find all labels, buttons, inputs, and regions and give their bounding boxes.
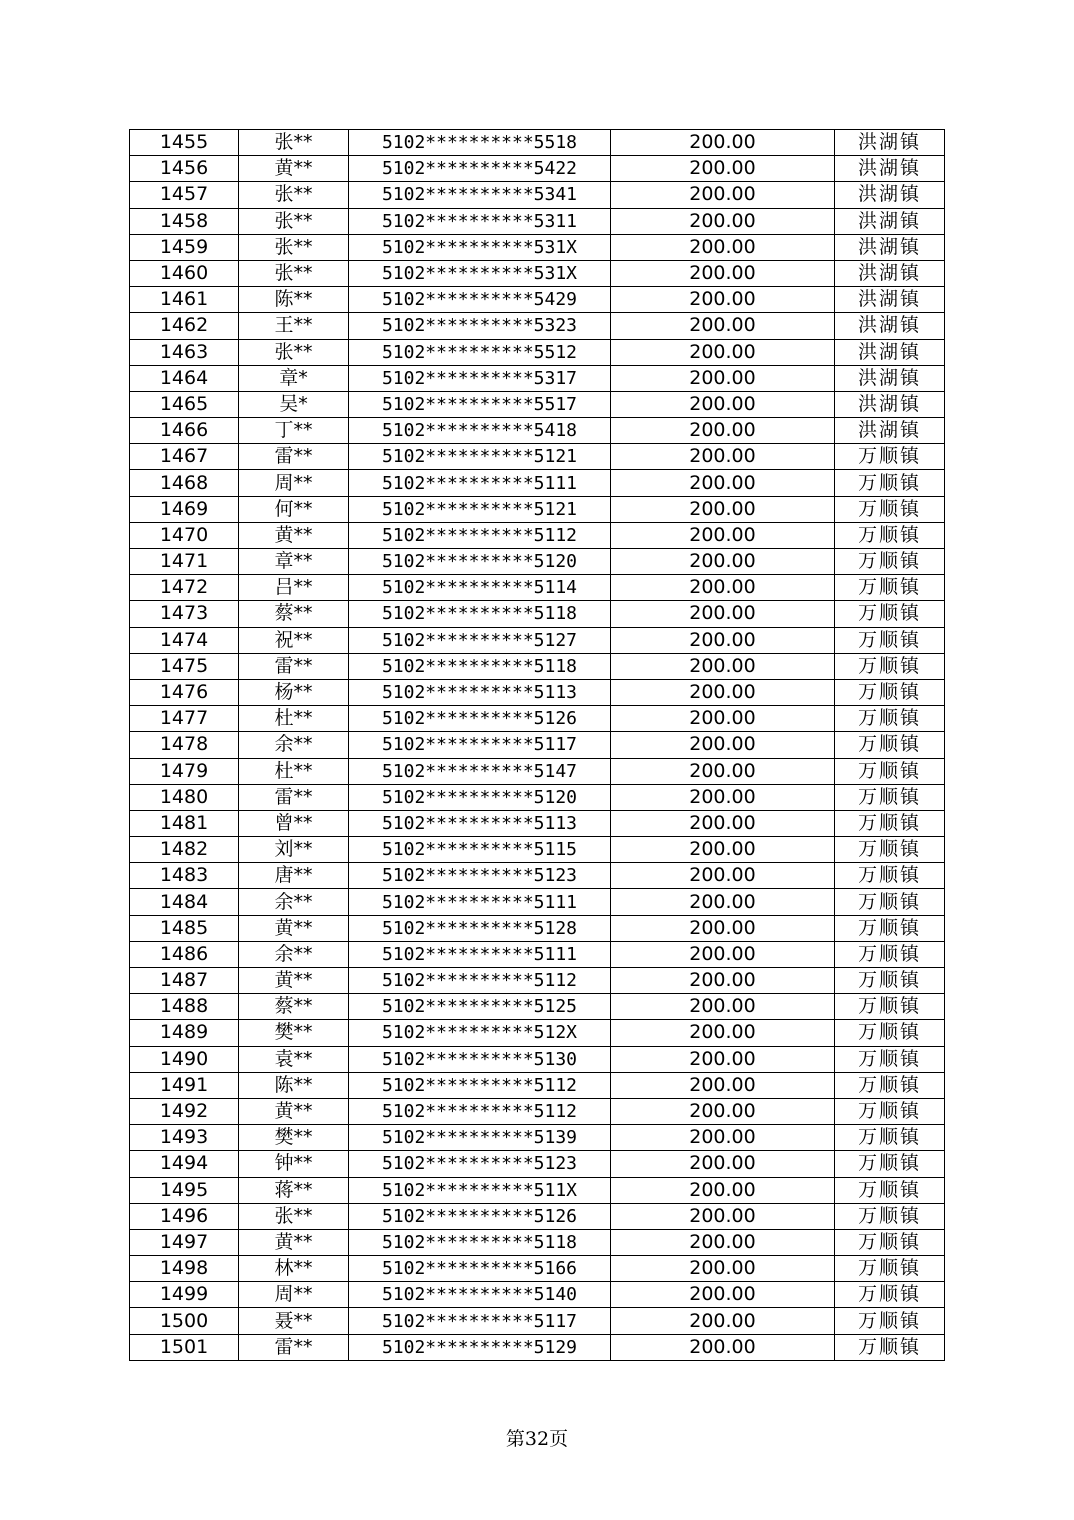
table-row bbox=[130, 1072, 945, 1098]
row-number-cell: 1485 bbox=[130, 915, 239, 941]
amount-cell: 200.00 bbox=[611, 260, 835, 286]
amount-cell: 200.00 bbox=[611, 837, 835, 863]
id-number-cell: 5102**********5140 bbox=[349, 1282, 611, 1308]
name-cell: 林** bbox=[239, 1256, 349, 1282]
row-number-cell: 1501 bbox=[130, 1334, 239, 1360]
row-number-cell: 1500 bbox=[130, 1308, 239, 1334]
name-cell: 张** bbox=[239, 260, 349, 286]
town-cell: 万顺镇 bbox=[835, 522, 945, 548]
table-row bbox=[130, 1334, 945, 1360]
name-cell: 周** bbox=[239, 1282, 349, 1308]
row-number-cell: 1482 bbox=[130, 837, 239, 863]
amount-cell: 200.00 bbox=[611, 601, 835, 627]
id-number-cell: 5102**********5117 bbox=[349, 732, 611, 758]
id-number-cell: 5102**********5512 bbox=[349, 339, 611, 365]
row-number-cell: 1492 bbox=[130, 1098, 239, 1124]
amount-cell: 200.00 bbox=[611, 208, 835, 234]
town-cell: 万顺镇 bbox=[835, 601, 945, 627]
id-number-cell: 5102**********5422 bbox=[349, 156, 611, 182]
name-cell: 樊** bbox=[239, 1125, 349, 1151]
amount-cell: 200.00 bbox=[611, 1125, 835, 1151]
name-cell: 陈** bbox=[239, 1072, 349, 1098]
row-number-cell: 1473 bbox=[130, 601, 239, 627]
town-cell: 万顺镇 bbox=[835, 1125, 945, 1151]
town-cell: 洪湖镇 bbox=[835, 208, 945, 234]
name-cell: 黄** bbox=[239, 915, 349, 941]
row-number-cell: 1479 bbox=[130, 758, 239, 784]
table-row bbox=[130, 601, 945, 627]
town-cell: 万顺镇 bbox=[835, 1229, 945, 1255]
town-cell: 万顺镇 bbox=[835, 627, 945, 653]
amount-cell: 200.00 bbox=[611, 863, 835, 889]
row-number-cell: 1481 bbox=[130, 810, 239, 836]
amount-cell: 200.00 bbox=[611, 1308, 835, 1334]
row-number-cell: 1478 bbox=[130, 732, 239, 758]
table-row bbox=[130, 339, 945, 365]
town-cell: 洪湖镇 bbox=[835, 156, 945, 182]
amount-cell: 200.00 bbox=[611, 234, 835, 260]
id-number-cell: 5102**********5323 bbox=[349, 313, 611, 339]
amount-cell: 200.00 bbox=[611, 470, 835, 496]
row-number-cell: 1469 bbox=[130, 496, 239, 522]
name-cell: 袁** bbox=[239, 1046, 349, 1072]
amount-cell: 200.00 bbox=[611, 156, 835, 182]
town-cell: 洪湖镇 bbox=[835, 418, 945, 444]
row-number-cell: 1474 bbox=[130, 627, 239, 653]
town-cell: 万顺镇 bbox=[835, 1046, 945, 1072]
id-number-cell: 5102**********5118 bbox=[349, 601, 611, 627]
amount-cell: 200.00 bbox=[611, 784, 835, 810]
town-cell: 万顺镇 bbox=[835, 1098, 945, 1124]
row-number-cell: 1466 bbox=[130, 418, 239, 444]
table-row bbox=[130, 941, 945, 967]
amount-cell: 200.00 bbox=[611, 810, 835, 836]
row-number-cell: 1496 bbox=[130, 1203, 239, 1229]
amount-cell: 200.00 bbox=[611, 1256, 835, 1282]
row-number-cell: 1460 bbox=[130, 260, 239, 286]
id-number-cell: 5102**********5112 bbox=[349, 1098, 611, 1124]
subsidy-roster-table bbox=[129, 129, 945, 1361]
amount-cell: 200.00 bbox=[611, 679, 835, 705]
amount-cell: 200.00 bbox=[611, 1203, 835, 1229]
id-number-cell: 5102**********5111 bbox=[349, 889, 611, 915]
amount-cell: 200.00 bbox=[611, 496, 835, 522]
town-cell: 洪湖镇 bbox=[835, 365, 945, 391]
amount-cell: 200.00 bbox=[611, 706, 835, 732]
row-number-cell: 1497 bbox=[130, 1229, 239, 1255]
id-number-cell: 5102**********5147 bbox=[349, 758, 611, 784]
table-row bbox=[130, 706, 945, 732]
town-cell: 万顺镇 bbox=[835, 549, 945, 575]
row-number-cell: 1462 bbox=[130, 313, 239, 339]
name-cell: 唐** bbox=[239, 863, 349, 889]
amount-cell: 200.00 bbox=[611, 627, 835, 653]
id-number-cell: 5102**********5139 bbox=[349, 1125, 611, 1151]
id-number-cell: 5102**********531X bbox=[349, 260, 611, 286]
row-number-cell: 1484 bbox=[130, 889, 239, 915]
table-row bbox=[130, 627, 945, 653]
row-number-cell: 1464 bbox=[130, 365, 239, 391]
row-number-cell: 1486 bbox=[130, 941, 239, 967]
table-row bbox=[130, 1098, 945, 1124]
id-number-cell: 5102**********5118 bbox=[349, 1229, 611, 1255]
name-cell: 蔡** bbox=[239, 994, 349, 1020]
id-number-cell: 5102**********5130 bbox=[349, 1046, 611, 1072]
row-number-cell: 1490 bbox=[130, 1046, 239, 1072]
amount-cell: 200.00 bbox=[611, 130, 835, 156]
id-number-cell: 5102**********5429 bbox=[349, 287, 611, 313]
id-number-cell: 5102**********5311 bbox=[349, 208, 611, 234]
row-number-cell: 1470 bbox=[130, 522, 239, 548]
row-number-cell: 1459 bbox=[130, 234, 239, 260]
id-number-cell: 5102**********5111 bbox=[349, 941, 611, 967]
amount-cell: 200.00 bbox=[611, 339, 835, 365]
id-number-cell: 5102**********5114 bbox=[349, 575, 611, 601]
id-number-cell: 5102**********5128 bbox=[349, 915, 611, 941]
row-number-cell: 1477 bbox=[130, 706, 239, 732]
name-cell: 章* bbox=[239, 365, 349, 391]
table-row bbox=[130, 732, 945, 758]
table-row bbox=[130, 1308, 945, 1334]
name-cell: 吕** bbox=[239, 575, 349, 601]
town-cell: 万顺镇 bbox=[835, 575, 945, 601]
id-number-cell: 5102**********5120 bbox=[349, 549, 611, 575]
id-number-cell: 5102**********5123 bbox=[349, 1151, 611, 1177]
name-cell: 樊** bbox=[239, 1020, 349, 1046]
table-row bbox=[130, 758, 945, 784]
table-row bbox=[130, 365, 945, 391]
name-cell: 钟** bbox=[239, 1151, 349, 1177]
id-number-cell: 5102**********5341 bbox=[349, 182, 611, 208]
row-number-cell: 1487 bbox=[130, 968, 239, 994]
id-number-cell: 5102**********5517 bbox=[349, 391, 611, 417]
town-cell: 洪湖镇 bbox=[835, 260, 945, 286]
table-row bbox=[130, 418, 945, 444]
table-row bbox=[130, 549, 945, 575]
id-number-cell: 5102**********5418 bbox=[349, 418, 611, 444]
town-cell: 万顺镇 bbox=[835, 863, 945, 889]
name-cell: 曾** bbox=[239, 810, 349, 836]
row-number-cell: 1455 bbox=[130, 130, 239, 156]
town-cell: 洪湖镇 bbox=[835, 182, 945, 208]
page-number: 第32页 bbox=[505, 1428, 569, 1450]
name-cell: 陈** bbox=[239, 287, 349, 313]
amount-cell: 200.00 bbox=[611, 575, 835, 601]
row-number-cell: 1494 bbox=[130, 1151, 239, 1177]
row-number-cell: 1475 bbox=[130, 653, 239, 679]
table-row bbox=[130, 915, 945, 941]
row-number-cell: 1498 bbox=[130, 1256, 239, 1282]
town-cell: 万顺镇 bbox=[835, 444, 945, 470]
row-number-cell: 1472 bbox=[130, 575, 239, 601]
name-cell: 杜** bbox=[239, 706, 349, 732]
id-number-cell: 5102**********5126 bbox=[349, 706, 611, 732]
town-cell: 万顺镇 bbox=[835, 1151, 945, 1177]
row-number-cell: 1457 bbox=[130, 182, 239, 208]
id-number-cell: 5102**********5120 bbox=[349, 784, 611, 810]
id-number-cell: 5102**********5125 bbox=[349, 994, 611, 1020]
amount-cell: 200.00 bbox=[611, 732, 835, 758]
roster-body bbox=[130, 130, 945, 1361]
town-cell: 万顺镇 bbox=[835, 496, 945, 522]
table-row bbox=[130, 130, 945, 156]
town-cell: 洪湖镇 bbox=[835, 391, 945, 417]
row-number-cell: 1493 bbox=[130, 1125, 239, 1151]
town-cell: 万顺镇 bbox=[835, 810, 945, 836]
table-row bbox=[130, 522, 945, 548]
name-cell: 何** bbox=[239, 496, 349, 522]
name-cell: 黄** bbox=[239, 1229, 349, 1255]
row-number-cell: 1461 bbox=[130, 287, 239, 313]
name-cell: 周** bbox=[239, 470, 349, 496]
amount-cell: 200.00 bbox=[611, 313, 835, 339]
town-cell: 万顺镇 bbox=[835, 732, 945, 758]
row-number-cell: 1465 bbox=[130, 391, 239, 417]
town-cell: 万顺镇 bbox=[835, 941, 945, 967]
amount-cell: 200.00 bbox=[611, 418, 835, 444]
name-cell: 余** bbox=[239, 732, 349, 758]
id-number-cell: 5102**********5317 bbox=[349, 365, 611, 391]
name-cell: 蒋** bbox=[239, 1177, 349, 1203]
row-number-cell: 1491 bbox=[130, 1072, 239, 1098]
amount-cell: 200.00 bbox=[611, 1020, 835, 1046]
id-number-cell: 5102**********5112 bbox=[349, 522, 611, 548]
amount-cell: 200.00 bbox=[611, 1072, 835, 1098]
id-number-cell: 5102**********5126 bbox=[349, 1203, 611, 1229]
amount-cell: 200.00 bbox=[611, 889, 835, 915]
id-number-cell: 5102**********5121 bbox=[349, 496, 611, 522]
town-cell: 万顺镇 bbox=[835, 1177, 945, 1203]
town-cell: 洪湖镇 bbox=[835, 234, 945, 260]
table-row bbox=[130, 810, 945, 836]
amount-cell: 200.00 bbox=[611, 522, 835, 548]
table-row bbox=[130, 1177, 945, 1203]
amount-cell: 200.00 bbox=[611, 1282, 835, 1308]
town-cell: 万顺镇 bbox=[835, 837, 945, 863]
amount-cell: 200.00 bbox=[611, 444, 835, 470]
table-row bbox=[130, 313, 945, 339]
table-row bbox=[130, 496, 945, 522]
id-number-cell: 5102**********5127 bbox=[349, 627, 611, 653]
table-row bbox=[130, 208, 945, 234]
table-row bbox=[130, 260, 945, 286]
name-cell: 雷** bbox=[239, 1334, 349, 1360]
row-number-cell: 1458 bbox=[130, 208, 239, 234]
name-cell: 余** bbox=[239, 889, 349, 915]
name-cell: 黄** bbox=[239, 968, 349, 994]
table-row bbox=[130, 1282, 945, 1308]
id-number-cell: 5102**********5113 bbox=[349, 679, 611, 705]
amount-cell: 200.00 bbox=[611, 391, 835, 417]
row-number-cell: 1456 bbox=[130, 156, 239, 182]
table-row bbox=[130, 968, 945, 994]
amount-cell: 200.00 bbox=[611, 1151, 835, 1177]
row-number-cell: 1489 bbox=[130, 1020, 239, 1046]
table-row bbox=[130, 994, 945, 1020]
name-cell: 祝** bbox=[239, 627, 349, 653]
name-cell: 余** bbox=[239, 941, 349, 967]
amount-cell: 200.00 bbox=[611, 653, 835, 679]
row-number-cell: 1488 bbox=[130, 994, 239, 1020]
table-row bbox=[130, 889, 945, 915]
town-cell: 万顺镇 bbox=[835, 968, 945, 994]
name-cell: 张** bbox=[239, 339, 349, 365]
name-cell: 雷** bbox=[239, 653, 349, 679]
table-row bbox=[130, 679, 945, 705]
id-number-cell: 5102**********5111 bbox=[349, 470, 611, 496]
id-number-cell: 5102**********5129 bbox=[349, 1334, 611, 1360]
amount-cell: 200.00 bbox=[611, 1177, 835, 1203]
town-cell: 万顺镇 bbox=[835, 889, 945, 915]
row-number-cell: 1476 bbox=[130, 679, 239, 705]
id-number-cell: 5102**********5112 bbox=[349, 968, 611, 994]
name-cell: 章** bbox=[239, 549, 349, 575]
town-cell: 万顺镇 bbox=[835, 1256, 945, 1282]
table-row bbox=[130, 156, 945, 182]
town-cell: 万顺镇 bbox=[835, 758, 945, 784]
id-number-cell: 5102**********5118 bbox=[349, 653, 611, 679]
name-cell: 张** bbox=[239, 234, 349, 260]
table-row bbox=[130, 1151, 945, 1177]
row-number-cell: 1495 bbox=[130, 1177, 239, 1203]
amount-cell: 200.00 bbox=[611, 1334, 835, 1360]
town-cell: 洪湖镇 bbox=[835, 130, 945, 156]
name-cell: 张** bbox=[239, 130, 349, 156]
name-cell: 黄** bbox=[239, 522, 349, 548]
table-row bbox=[130, 287, 945, 313]
town-cell: 万顺镇 bbox=[835, 470, 945, 496]
id-number-cell: 5102**********5115 bbox=[349, 837, 611, 863]
name-cell: 蔡** bbox=[239, 601, 349, 627]
table-row bbox=[130, 470, 945, 496]
town-cell: 万顺镇 bbox=[835, 1282, 945, 1308]
amount-cell: 200.00 bbox=[611, 758, 835, 784]
amount-cell: 200.00 bbox=[611, 941, 835, 967]
id-number-cell: 5102**********5117 bbox=[349, 1308, 611, 1334]
amount-cell: 200.00 bbox=[611, 1229, 835, 1255]
name-cell: 张** bbox=[239, 208, 349, 234]
town-cell: 万顺镇 bbox=[835, 1334, 945, 1360]
town-cell: 万顺镇 bbox=[835, 653, 945, 679]
table-row bbox=[130, 182, 945, 208]
id-number-cell: 5102**********5518 bbox=[349, 130, 611, 156]
table-row bbox=[130, 1125, 945, 1151]
table-row bbox=[130, 444, 945, 470]
town-cell: 万顺镇 bbox=[835, 1020, 945, 1046]
id-number-cell: 5102**********5166 bbox=[349, 1256, 611, 1282]
row-number-cell: 1483 bbox=[130, 863, 239, 889]
name-cell: 刘** bbox=[239, 837, 349, 863]
amount-cell: 200.00 bbox=[611, 915, 835, 941]
town-cell: 万顺镇 bbox=[835, 1308, 945, 1334]
id-number-cell: 5102**********5112 bbox=[349, 1072, 611, 1098]
row-number-cell: 1499 bbox=[130, 1282, 239, 1308]
id-number-cell: 5102**********5123 bbox=[349, 863, 611, 889]
name-cell: 黄** bbox=[239, 156, 349, 182]
table-row bbox=[130, 1229, 945, 1255]
amount-cell: 200.00 bbox=[611, 549, 835, 575]
town-cell: 万顺镇 bbox=[835, 1203, 945, 1229]
amount-cell: 200.00 bbox=[611, 994, 835, 1020]
table-row bbox=[130, 784, 945, 810]
table-row bbox=[130, 1203, 945, 1229]
row-number-cell: 1463 bbox=[130, 339, 239, 365]
table-row bbox=[130, 1046, 945, 1072]
town-cell: 万顺镇 bbox=[835, 706, 945, 732]
amount-cell: 200.00 bbox=[611, 1046, 835, 1072]
id-number-cell: 5102**********531X bbox=[349, 234, 611, 260]
table-row bbox=[130, 1020, 945, 1046]
id-number-cell: 5102**********512X bbox=[349, 1020, 611, 1046]
name-cell: 雷** bbox=[239, 784, 349, 810]
name-cell: 聂** bbox=[239, 1308, 349, 1334]
id-number-cell: 5102**********5121 bbox=[349, 444, 611, 470]
town-cell: 洪湖镇 bbox=[835, 339, 945, 365]
table-row bbox=[130, 391, 945, 417]
amount-cell: 200.00 bbox=[611, 968, 835, 994]
amount-cell: 200.00 bbox=[611, 287, 835, 313]
table-row bbox=[130, 653, 945, 679]
amount-cell: 200.00 bbox=[611, 365, 835, 391]
town-cell: 万顺镇 bbox=[835, 915, 945, 941]
row-number-cell: 1468 bbox=[130, 470, 239, 496]
amount-cell: 200.00 bbox=[611, 1098, 835, 1124]
table-row bbox=[130, 1256, 945, 1282]
name-cell: 吴* bbox=[239, 391, 349, 417]
table-row bbox=[130, 575, 945, 601]
name-cell: 黄** bbox=[239, 1098, 349, 1124]
name-cell: 张** bbox=[239, 1203, 349, 1229]
id-number-cell: 5102**********5113 bbox=[349, 810, 611, 836]
town-cell: 洪湖镇 bbox=[835, 313, 945, 339]
name-cell: 雷** bbox=[239, 444, 349, 470]
id-number-cell: 5102**********511X bbox=[349, 1177, 611, 1203]
amount-cell: 200.00 bbox=[611, 182, 835, 208]
row-number-cell: 1480 bbox=[130, 784, 239, 810]
table-row bbox=[130, 234, 945, 260]
table-row bbox=[130, 863, 945, 889]
name-cell: 张** bbox=[239, 182, 349, 208]
row-number-cell: 1471 bbox=[130, 549, 239, 575]
name-cell: 王** bbox=[239, 313, 349, 339]
row-number-cell: 1467 bbox=[130, 444, 239, 470]
town-cell: 万顺镇 bbox=[835, 784, 945, 810]
town-cell: 万顺镇 bbox=[835, 1072, 945, 1098]
town-cell: 洪湖镇 bbox=[835, 287, 945, 313]
town-cell: 万顺镇 bbox=[835, 994, 945, 1020]
name-cell: 杨** bbox=[239, 679, 349, 705]
table-row bbox=[130, 837, 945, 863]
name-cell: 杜** bbox=[239, 758, 349, 784]
town-cell: 万顺镇 bbox=[835, 679, 945, 705]
name-cell: 丁** bbox=[239, 418, 349, 444]
